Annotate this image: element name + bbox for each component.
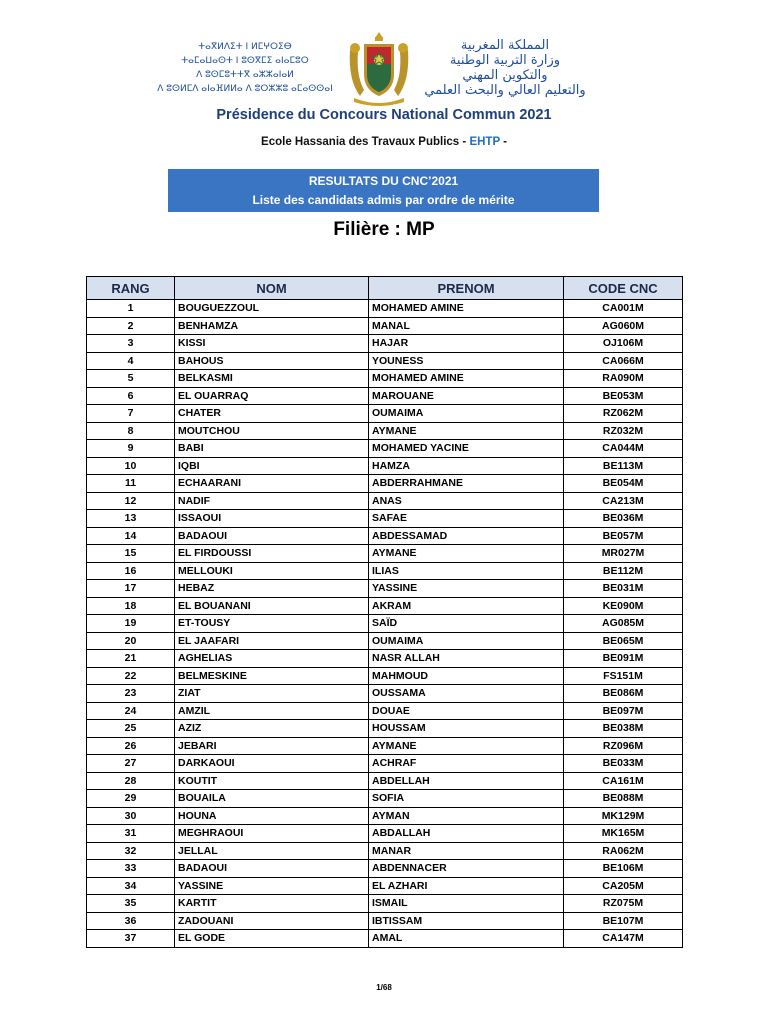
cell-prenom: SAFAE [369,510,564,528]
cell-code-cnc: BE031M [564,580,683,598]
cell-code-cnc: MK165M [564,825,683,843]
table-row [87,615,683,633]
table-row [87,860,683,878]
table-row [87,457,683,475]
cell-rang: 5 [87,370,175,388]
cell-nom: MOUTCHOU [175,422,369,440]
cell-code-cnc: BE088M [564,790,683,808]
cell-prenom: AYMANE [369,737,564,755]
cell-nom: BENHAMZA [175,317,369,335]
cell-code-cnc: RA090M [564,370,683,388]
cell-rang: 13 [87,510,175,528]
table-row [87,335,683,353]
cell-rang: 27 [87,755,175,773]
table-row [87,702,683,720]
cell-rang: 6 [87,387,175,405]
cell-nom: CHATER [175,405,369,423]
cell-nom: JELLAL [175,842,369,860]
banner-title: RESULTATS DU CNC’2021 [308,174,459,188]
cell-prenom: MANAR [369,842,564,860]
cell-code-cnc: RZ062M [564,405,683,423]
cell-prenom: MANAL [369,317,564,335]
cell-nom: HEBAZ [175,580,369,598]
cell-code-cnc: BE036M [564,510,683,528]
table-header-row [87,277,683,300]
tifinagh-line: ⵜⴰⵎⴰⵡⴰⵙⵜ ⵏ ⵓⵙⴳⵎⵉ ⴰⵏⴰⵎⵓⵔ [181,56,309,66]
cell-nom: ISSAOUI [175,510,369,528]
cell-nom: IQBI [175,457,369,475]
cell-nom: BAHOUS [175,352,369,370]
table-row [87,772,683,790]
tifinagh-line: ⵜⴰⴳⵍⴷⵉⵜ ⵏ ⵍⵎⵖⵔⵉⴱ [198,42,292,52]
table-row [87,912,683,930]
cell-prenom: YOUNESS [369,352,564,370]
cell-code-cnc: KE090M [564,597,683,615]
cell-code-cnc: BE065M [564,632,683,650]
cell-rang: 30 [87,807,175,825]
table-row [87,895,683,913]
document-header [0,0,768,270]
column-header-rang: RANG [87,277,175,300]
table-row [87,737,683,755]
school-acronym: EHTP [469,136,500,148]
results-table [86,276,683,948]
cell-prenom: MOHAMED AMINE [369,300,564,318]
cell-prenom: ABDESSAMAD [369,527,564,545]
table-row [87,755,683,773]
cell-nom: EL FIRDOUSSI [175,545,369,563]
cell-prenom: OUMAIMA [369,405,564,423]
cell-nom: MELLOUKI [175,562,369,580]
cell-code-cnc: BE086M [564,685,683,703]
cell-code-cnc: FS151M [564,667,683,685]
cell-code-cnc: MK129M [564,807,683,825]
filiere-title: Filière : MP [333,219,435,240]
table-body [87,300,683,948]
cell-code-cnc: BE097M [564,702,683,720]
cell-nom: EL JAAFARI [175,632,369,650]
cell-rang: 20 [87,632,175,650]
cell-code-cnc: RZ032M [564,422,683,440]
cell-rang: 2 [87,317,175,335]
cell-rang: 16 [87,562,175,580]
cell-rang: 26 [87,737,175,755]
table-row [87,440,683,458]
cell-prenom: AKRAM [369,597,564,615]
cell-rang: 4 [87,352,175,370]
cell-rang: 36 [87,912,175,930]
cell-rang: 21 [87,650,175,668]
cell-code-cnc: OJ106M [564,335,683,353]
cell-nom: ECHAARANI [175,475,369,493]
cell-code-cnc: RZ075M [564,895,683,913]
cell-code-cnc: CA044M [564,440,683,458]
cell-nom: BELMESKINE [175,667,369,685]
cell-rang: 28 [87,772,175,790]
cell-code-cnc: CA066M [564,352,683,370]
cell-prenom: AYMANE [369,422,564,440]
table-row [87,422,683,440]
presidence-title: Présidence du Concours National Commun 2021 [216,107,552,123]
table-row [87,720,683,738]
cell-rang: 33 [87,860,175,878]
table-row [87,580,683,598]
cell-prenom: HOUSSAM [369,720,564,738]
cell-rang: 18 [87,597,175,615]
cell-rang: 31 [87,825,175,843]
table-row [87,842,683,860]
cell-prenom: MAHMOUD [369,667,564,685]
cell-code-cnc: BE057M [564,527,683,545]
cell-rang: 1 [87,300,175,318]
school-name-prefix: Ecole Hassania des Travaux Publics - [261,136,470,148]
cell-rang: 10 [87,457,175,475]
cell-nom: MEGHRAOUI [175,825,369,843]
cell-nom: AMZIL [175,702,369,720]
table-row [87,352,683,370]
cell-rang: 32 [87,842,175,860]
tifinagh-line: ⴷ ⵓⵙⵍⵎⴷ ⴰⵏⴰⴼⵍⵍⴰ ⴷ ⵓⵔⵣⵣⵓ ⴰⵎⴰⵙⵙⴰⵏ [157,84,333,94]
cell-code-cnc: CA213M [564,492,683,510]
cell-prenom: AMAL [369,930,564,948]
cell-prenom: ANAS [369,492,564,510]
table-row [87,475,683,493]
page-number: 1/68 [376,983,392,992]
cell-rang: 35 [87,895,175,913]
table-row [87,632,683,650]
cell-nom: EL GODE [175,930,369,948]
cell-rang: 29 [87,790,175,808]
banner-subtitle: Liste des candidats admis par ordre de mérite [252,193,515,207]
cell-nom: EL BOUANANI [175,597,369,615]
cell-prenom: ACHRAF [369,755,564,773]
cell-rang: 12 [87,492,175,510]
table-row [87,387,683,405]
cell-prenom: AYMAN [369,807,564,825]
cell-prenom: MAROUANE [369,387,564,405]
cell-nom: KARTIT [175,895,369,913]
table-row [87,562,683,580]
cell-rang: 19 [87,615,175,633]
table-row [87,510,683,528]
cell-prenom: ABDALLAH [369,825,564,843]
moroccan-coat-of-arms-icon [346,30,412,108]
school-name-suffix: - [499,136,507,148]
table-row [87,300,683,318]
cell-code-cnc: MR027M [564,545,683,563]
cell-code-cnc: BE033M [564,755,683,773]
cell-code-cnc: BE091M [564,650,683,668]
cell-prenom: ISMAIL [369,895,564,913]
cell-rang: 8 [87,422,175,440]
cell-rang: 24 [87,702,175,720]
cell-nom: KISSI [175,335,369,353]
arabic-line: المملكة المغربية [460,38,550,53]
table-row [87,807,683,825]
table-row [87,370,683,388]
cell-prenom: SAÏD [369,615,564,633]
tifinagh-ministry-name [150,40,340,96]
cell-prenom: MOHAMED YACINE [369,440,564,458]
cell-code-cnc: CA001M [564,300,683,318]
table-row [87,405,683,423]
cell-rang: 14 [87,527,175,545]
table-row [87,597,683,615]
cell-nom: DARKAOUI [175,755,369,773]
cell-nom: ZADOUANI [175,912,369,930]
cell-prenom: HAMZA [369,457,564,475]
cell-prenom: MOHAMED AMINE [369,370,564,388]
cell-prenom: HAJAR [369,335,564,353]
cell-prenom: IBTISSAM [369,912,564,930]
cell-rang: 25 [87,720,175,738]
cell-prenom: ILIAS [369,562,564,580]
cell-prenom: AYMANE [369,545,564,563]
cell-nom: JEBARI [175,737,369,755]
table-row [87,825,683,843]
cell-nom: BELKASMI [175,370,369,388]
results-banner [168,169,599,212]
cell-code-cnc: BE112M [564,562,683,580]
cell-prenom: DOUAE [369,702,564,720]
cell-code-cnc: BE054M [564,475,683,493]
table-row [87,317,683,335]
cell-nom: BADAOUI [175,860,369,878]
cell-code-cnc: RZ096M [564,737,683,755]
cell-rang: 3 [87,335,175,353]
cell-nom: KOUTIT [175,772,369,790]
table-row [87,650,683,668]
cell-nom: YASSINE [175,877,369,895]
table-row [87,685,683,703]
school-name [0,136,768,148]
cell-code-cnc: BE107M [564,912,683,930]
cell-rang: 23 [87,685,175,703]
cell-nom: NADIF [175,492,369,510]
cell-prenom: ABDERRAHMANE [369,475,564,493]
cell-prenom: YASSINE [369,580,564,598]
arabic-line: وزارة التربية الوطنية [449,53,561,68]
cell-prenom: OUMAIMA [369,632,564,650]
cell-code-cnc: BE113M [564,457,683,475]
cell-rang: 37 [87,930,175,948]
cell-rang: 9 [87,440,175,458]
arabic-line: والتعليم العالي والبحث العلمي [424,83,586,98]
cell-nom: BOUGUEZZOUL [175,300,369,318]
cell-prenom: ABDENNACER [369,860,564,878]
column-header-nom: NOM [175,277,369,300]
arabic-line: والتكوين المهني [462,68,548,83]
table-row [87,527,683,545]
cell-nom: ET-TOUSY [175,615,369,633]
cell-nom: BOUAILA [175,790,369,808]
table-row [87,492,683,510]
cell-code-cnc: CA161M [564,772,683,790]
cell-code-cnc: AG060M [564,317,683,335]
cell-code-cnc: CA147M [564,930,683,948]
table-row [87,930,683,948]
table-row [87,545,683,563]
table-row [87,790,683,808]
cell-prenom: OUSSAMA [369,685,564,703]
cell-code-cnc: AG085M [564,615,683,633]
cell-nom: BADAOUI [175,527,369,545]
cell-rang: 22 [87,667,175,685]
tifinagh-line: ⴷ ⵓⵙⵎⵓⵜⵜⴳ ⴰⵣⵣⴰⵏⴰⵍ [196,70,294,80]
cell-nom: HOUNA [175,807,369,825]
cell-nom: AZIZ [175,720,369,738]
cell-rang: 15 [87,545,175,563]
cell-nom: BABI [175,440,369,458]
cell-code-cnc: BE106M [564,860,683,878]
cell-code-cnc: BE038M [564,720,683,738]
cell-prenom: EL AZHARI [369,877,564,895]
cell-rang: 17 [87,580,175,598]
table-row [87,877,683,895]
cell-code-cnc: RA062M [564,842,683,860]
cell-prenom: SOFIA [369,790,564,808]
column-header-code-cnc: CODE CNC [564,277,683,300]
cell-nom: ZIAT [175,685,369,703]
arabic-ministry-name [410,38,600,98]
cell-rang: 11 [87,475,175,493]
cell-code-cnc: CA205M [564,877,683,895]
cell-prenom: NASR ALLAH [369,650,564,668]
cell-prenom: ABDELLAH [369,772,564,790]
cell-nom: AGHELIAS [175,650,369,668]
column-header-prenom: PRENOM [369,277,564,300]
cell-rang: 7 [87,405,175,423]
table-row [87,667,683,685]
cell-rang: 34 [87,877,175,895]
cell-code-cnc: BE053M [564,387,683,405]
cell-nom: EL OUARRAQ [175,387,369,405]
